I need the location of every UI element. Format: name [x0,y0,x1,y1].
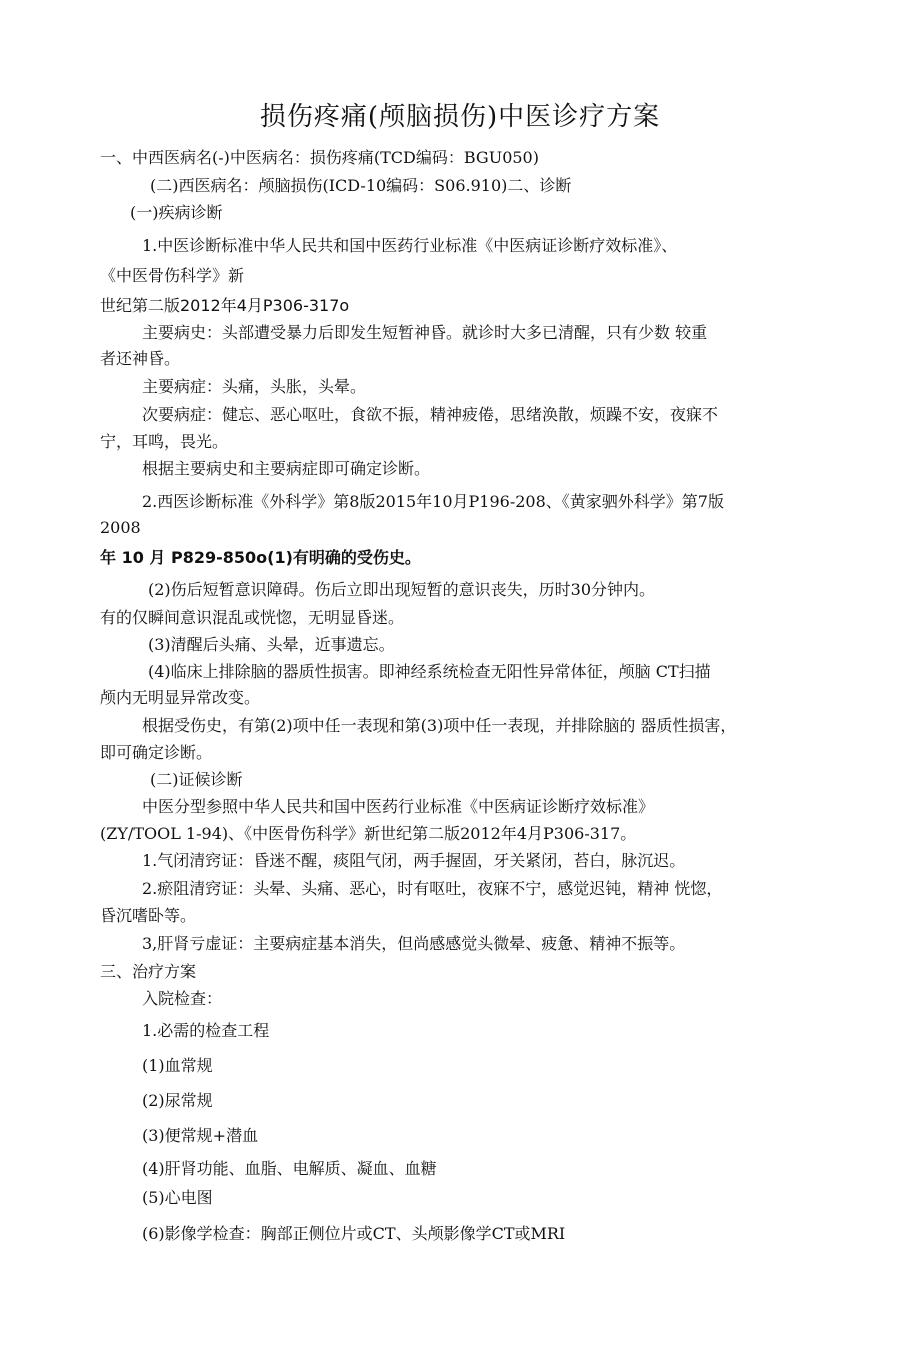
text-line: 年 10 月 P829-850o(1)有明确的受伤史。 [100,548,421,567]
text-line: 颅内无明显异常改变。 [100,688,261,707]
text-line: 次要病症：健忘、恶心呕吐，食欲不振，精神疲倦，思绪涣散，烦躁不安，夜寐不 [142,405,719,424]
text-line: (ZY/TOOL 1-94)、《中医骨伤科学》新世纪第二版2012年4月P306-317。 [100,824,637,843]
text-line: 根据主要病史和主要病症即可确定诊断。 [142,459,431,478]
text-line: 1.中医诊断标准中华人民共和国中医药行业标准《中医病证诊断疗效标准》、 [142,236,678,255]
text-line: 者还神昏。 [100,349,181,368]
text-line: 即可确定诊断。 [100,743,213,762]
text-line: 根据受伤史，有第(2)项中任一表现和第(3)项中任一表现，并排除脑的 器质性损害， [142,716,737,735]
list-item: (2)尿常规 [142,1091,213,1110]
section-heading: 三、治疗方案 [100,962,197,981]
text-line: 中医分型参照中华人民共和国中医药行业标准《中医病证诊断疗效标准》 [142,797,655,816]
text-line: 《中医骨伤科学》新 [100,266,245,285]
text-line: 昏沉嗜卧等。 [100,906,197,925]
text-line: 2.瘀阻清窍证：头晕、头痛、恶心，时有呕吐，夜寐不宁，感觉迟钝，精神 恍惚， [142,879,723,898]
text-line: 2.西医诊断标准《外科学》第8版2015年10月P196-208、《黄家驷外科学》第7版 [142,492,724,511]
text-line: 1.气闭清窍证：昏迷不醒，痰阻气闭，两手握固，牙关紧闭，苔白，脉沉迟。 [142,851,686,870]
list-item: (1)血常规 [142,1056,213,1075]
text-line: 有的仅瞬间意识混乱或恍惚，无明显昏迷。 [100,608,405,627]
list-item: (3)便常规+潜血 [142,1126,259,1145]
text-line: 主要病症：头痛，头胀，头晕。 [142,377,367,396]
section-heading: (一)疾病诊断 [130,203,223,222]
text-line: 世纪第二版2012年4月P306-317o [100,296,350,315]
list-item: (6)影像学检查：胸部正侧位片或CT、头颅影像学CT或MRI [142,1224,566,1243]
text-line: 主要病史：头部遭受暴力后即发生短暂神昏。就诊时大多已清醒，只有少数 较重 [142,323,708,342]
document-title: 损伤疼痛(颅脑损伤)中医诊疗方案 [259,102,661,132]
text-line: 2008 [100,518,141,537]
text-line: 1.必需的检查工程 [142,1021,270,1040]
text-line: (二)西医病名：颅脑损伤(ICD-10编码：S06.910)二、诊断 [150,176,572,195]
text-line: 3,肝肾亏虚证：主要病症基本消失，但尚感感觉头微晕、疲惫、精神不振等。 [142,934,686,953]
list-item: (4)肝肾功能、血脂、电解质、凝血、血糖 [142,1159,437,1178]
text-line: 一、中西医病名(-)中医病名：损伤疼痛(TCD编码：BGU050) [100,148,539,167]
section-heading: (二)证候诊断 [150,770,243,789]
list-item: (5)心电图 [142,1188,213,1207]
text-line: (2)伤后短暂意识障碍。伤后立即出现短暂的意识丧失，历时30分钟内。 [148,580,656,599]
text-line: (3)清醒后头痛、头晕，近事遗忘。 [148,635,395,654]
text-line: 宁，耳鸣，畏光。 [100,432,229,451]
text-line: (4)临床上排除脑的器质性损害。即神经系统检查无阳性异常体征，颅脑 CT扫描 [148,662,711,681]
text-line: 入院检查： [142,989,223,1008]
